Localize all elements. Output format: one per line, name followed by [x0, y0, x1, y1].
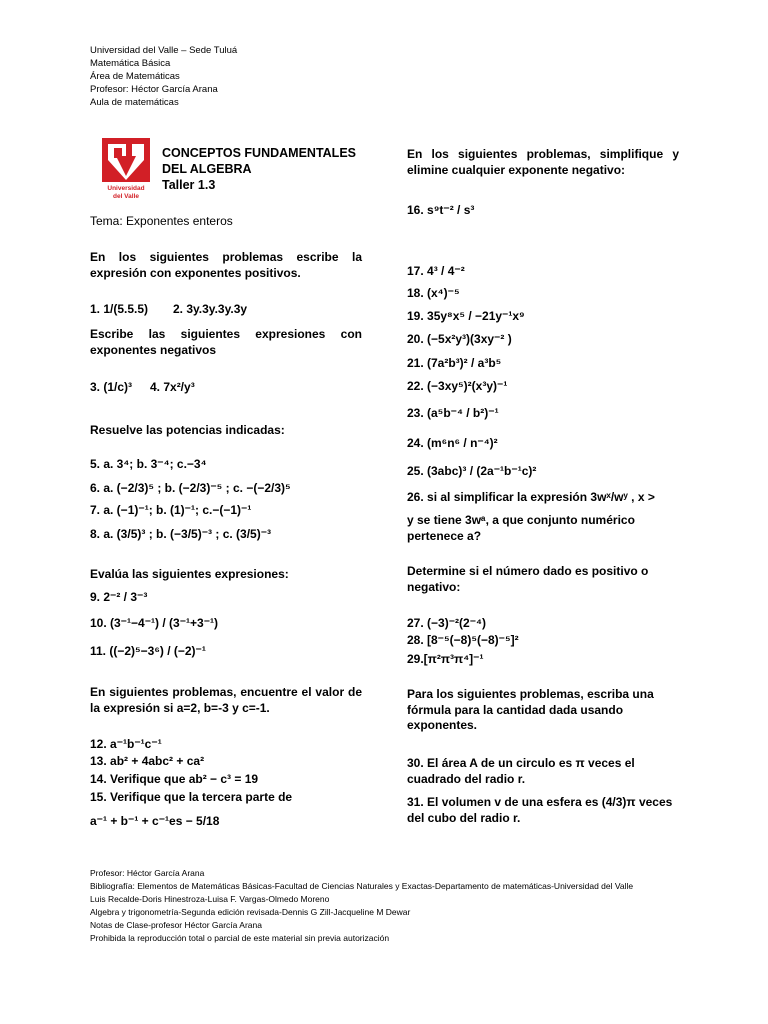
footer-line: Luis Recalde-Doris Hinestroza-Luisa F. Vargas-Olmedo Moreno — [90, 894, 330, 904]
exercise: 28. [8⁻⁵(−8)⁵(−8)⁻⁵]² — [407, 633, 519, 647]
exercise: 27. (−3)⁻²(2⁻⁴) — [407, 616, 486, 630]
exercise: 16. s⁹t⁻² / s³ — [407, 203, 475, 217]
exercise: 8. a. (3/5)³ ; b. (−3/5)⁻³ ; c. (3/5)⁻³ — [90, 527, 272, 541]
footer-line: Bibliografía: Elementos de Matemáticas Básicas-Facultad de Ciencias Naturales y Exactas-Departamento de matemáticas-Universidad del Valle — [90, 881, 634, 891]
exercise: 4. 7x²/y³ — [150, 380, 195, 394]
exercise: 10. (3⁻¹−4⁻¹) / (3⁻¹+3⁻¹) — [90, 616, 219, 630]
exercise: 26. si al simplificar la expresión 3wˣ/wʸ , x > — [407, 490, 655, 504]
exercise: 12. a⁻¹b⁻¹c⁻¹ — [90, 737, 162, 751]
footer-line: Algebra y trigonometría-Segunda edición revisada-Dennis G Zill-Jacqueline M Dewar — [90, 907, 411, 917]
svg-text:del Valle: del Valle — [112, 193, 140, 200]
instruction: En siguientes problemas, encuentre el valor de la expresión si a=2, b=-3 y c=-1. — [90, 685, 362, 715]
exercise: 7. a. (−1)⁻¹; b. (1)⁻¹; c.−(−1)⁻¹ — [90, 503, 252, 517]
exercise: 2. 3y.3y.3y.3y — [173, 302, 248, 316]
exercise: 30. El área A de un circulo es π veces el cuadrado del radio r. — [407, 756, 635, 786]
university-logo — [102, 138, 150, 200]
header-line: Universidad del Valle – Sede Tuluá — [90, 45, 238, 56]
document-header — [90, 44, 237, 109]
exercise: 11. ((−2)⁵−3⁶) / (−2)⁻¹ — [90, 644, 206, 658]
exercise: 17. 4³ / 4⁻² — [407, 264, 465, 278]
instruction: Escribe las siguientes expresiones con exponentes negativos — [90, 327, 362, 357]
svg-text:Universidad: Universidad — [107, 185, 145, 192]
footer-line: Prohibida la reproducción total o parcial de este material sin previa autorización — [90, 933, 390, 943]
exercise: 31. El volumen v de una esfera es (4/3)π veces del cubo del radio r. — [407, 795, 673, 825]
title-line: CONCEPTOS FUNDAMENTALES — [162, 146, 356, 160]
header-line: Profesor: Héctor García Arana — [90, 84, 218, 95]
header-line: Matemática Básica — [90, 58, 171, 69]
exercise: 13. ab² + 4abc² + ca² — [90, 754, 205, 768]
exercise: 29.[π²π³π⁴]⁻¹ — [407, 652, 484, 666]
worksheet-title — [162, 145, 356, 193]
exercise: 24. (m⁶n⁶ / n⁻⁴)² — [407, 436, 498, 450]
exercise: 19. 35y⁸x⁵ / −21y⁻¹x⁹ — [407, 309, 525, 323]
exercise: a⁻¹ + b⁻¹ + c⁻¹es − 5/18 — [90, 814, 220, 828]
exercise: 21. (7a²b³)² / a³b⁵ — [407, 356, 502, 370]
exercise: 25. (3abc)³ / (2a⁻¹b⁻¹c)² — [407, 464, 537, 478]
exercise: 15. Verifique que la tercera parte de — [90, 790, 293, 804]
instruction: Resuelve las potencias indicadas: — [90, 423, 285, 437]
exercise: 5. a. 3⁴; b. 3⁻⁴; c.−3⁴ — [90, 457, 207, 471]
exercise: 6. a. (−2/3)⁵ ; b. (−2/3)⁻⁵ ; c. −(−2/3)⁵ — [90, 481, 291, 495]
header-line: Aula de matemáticas — [90, 97, 179, 108]
exercise: 3. (1/c)³ — [90, 380, 133, 394]
instruction: En los siguientes problemas escribe la expresión con exponentes positivos. — [90, 250, 362, 280]
instruction: Para los siguientes problemas, escriba una fórmula para la cantidad dada usando exponentes. — [407, 687, 654, 732]
footer-line: Notas de Clase-profesor Héctor García Arana — [90, 920, 262, 930]
exercise: 23. (a⁵b⁻⁴ / b²)⁻¹ — [407, 406, 499, 420]
instruction: Evalúa las siguientes expresiones: — [90, 567, 289, 581]
footer-line: Profesor: Héctor García Arana — [90, 868, 205, 878]
exercise: 22. (−3xy⁵)²(x³y)⁻¹ — [407, 379, 508, 393]
document-footer — [90, 867, 633, 945]
title-line: DEL ALGEBRA — [162, 162, 252, 176]
exercise: 20. (−5x²y³)(3xy⁻² ) — [407, 332, 512, 346]
exercise: y se tiene 3wᵃ, a que conjunto numérico pertenece a? — [407, 513, 635, 543]
topic: Tema: Exponentes enteros — [90, 214, 233, 228]
title-line: Taller 1.3 — [162, 178, 216, 192]
exercise: 1. 1/(5.5.5) — [90, 302, 149, 316]
exercise: 18. (x⁴)⁻⁵ — [407, 286, 460, 300]
exercise: 14. Verifique que ab² − c³ = 19 — [90, 772, 259, 786]
instruction: En los siguientes problemas, simplifique y elimine cualquier exponente negativo: — [407, 147, 679, 177]
exercise: 9. 2⁻² / 3⁻³ — [90, 590, 148, 604]
header-line: Área de Matemáticas — [90, 71, 180, 82]
instruction: Determine si el número dado es positivo o negativo: — [407, 564, 649, 594]
